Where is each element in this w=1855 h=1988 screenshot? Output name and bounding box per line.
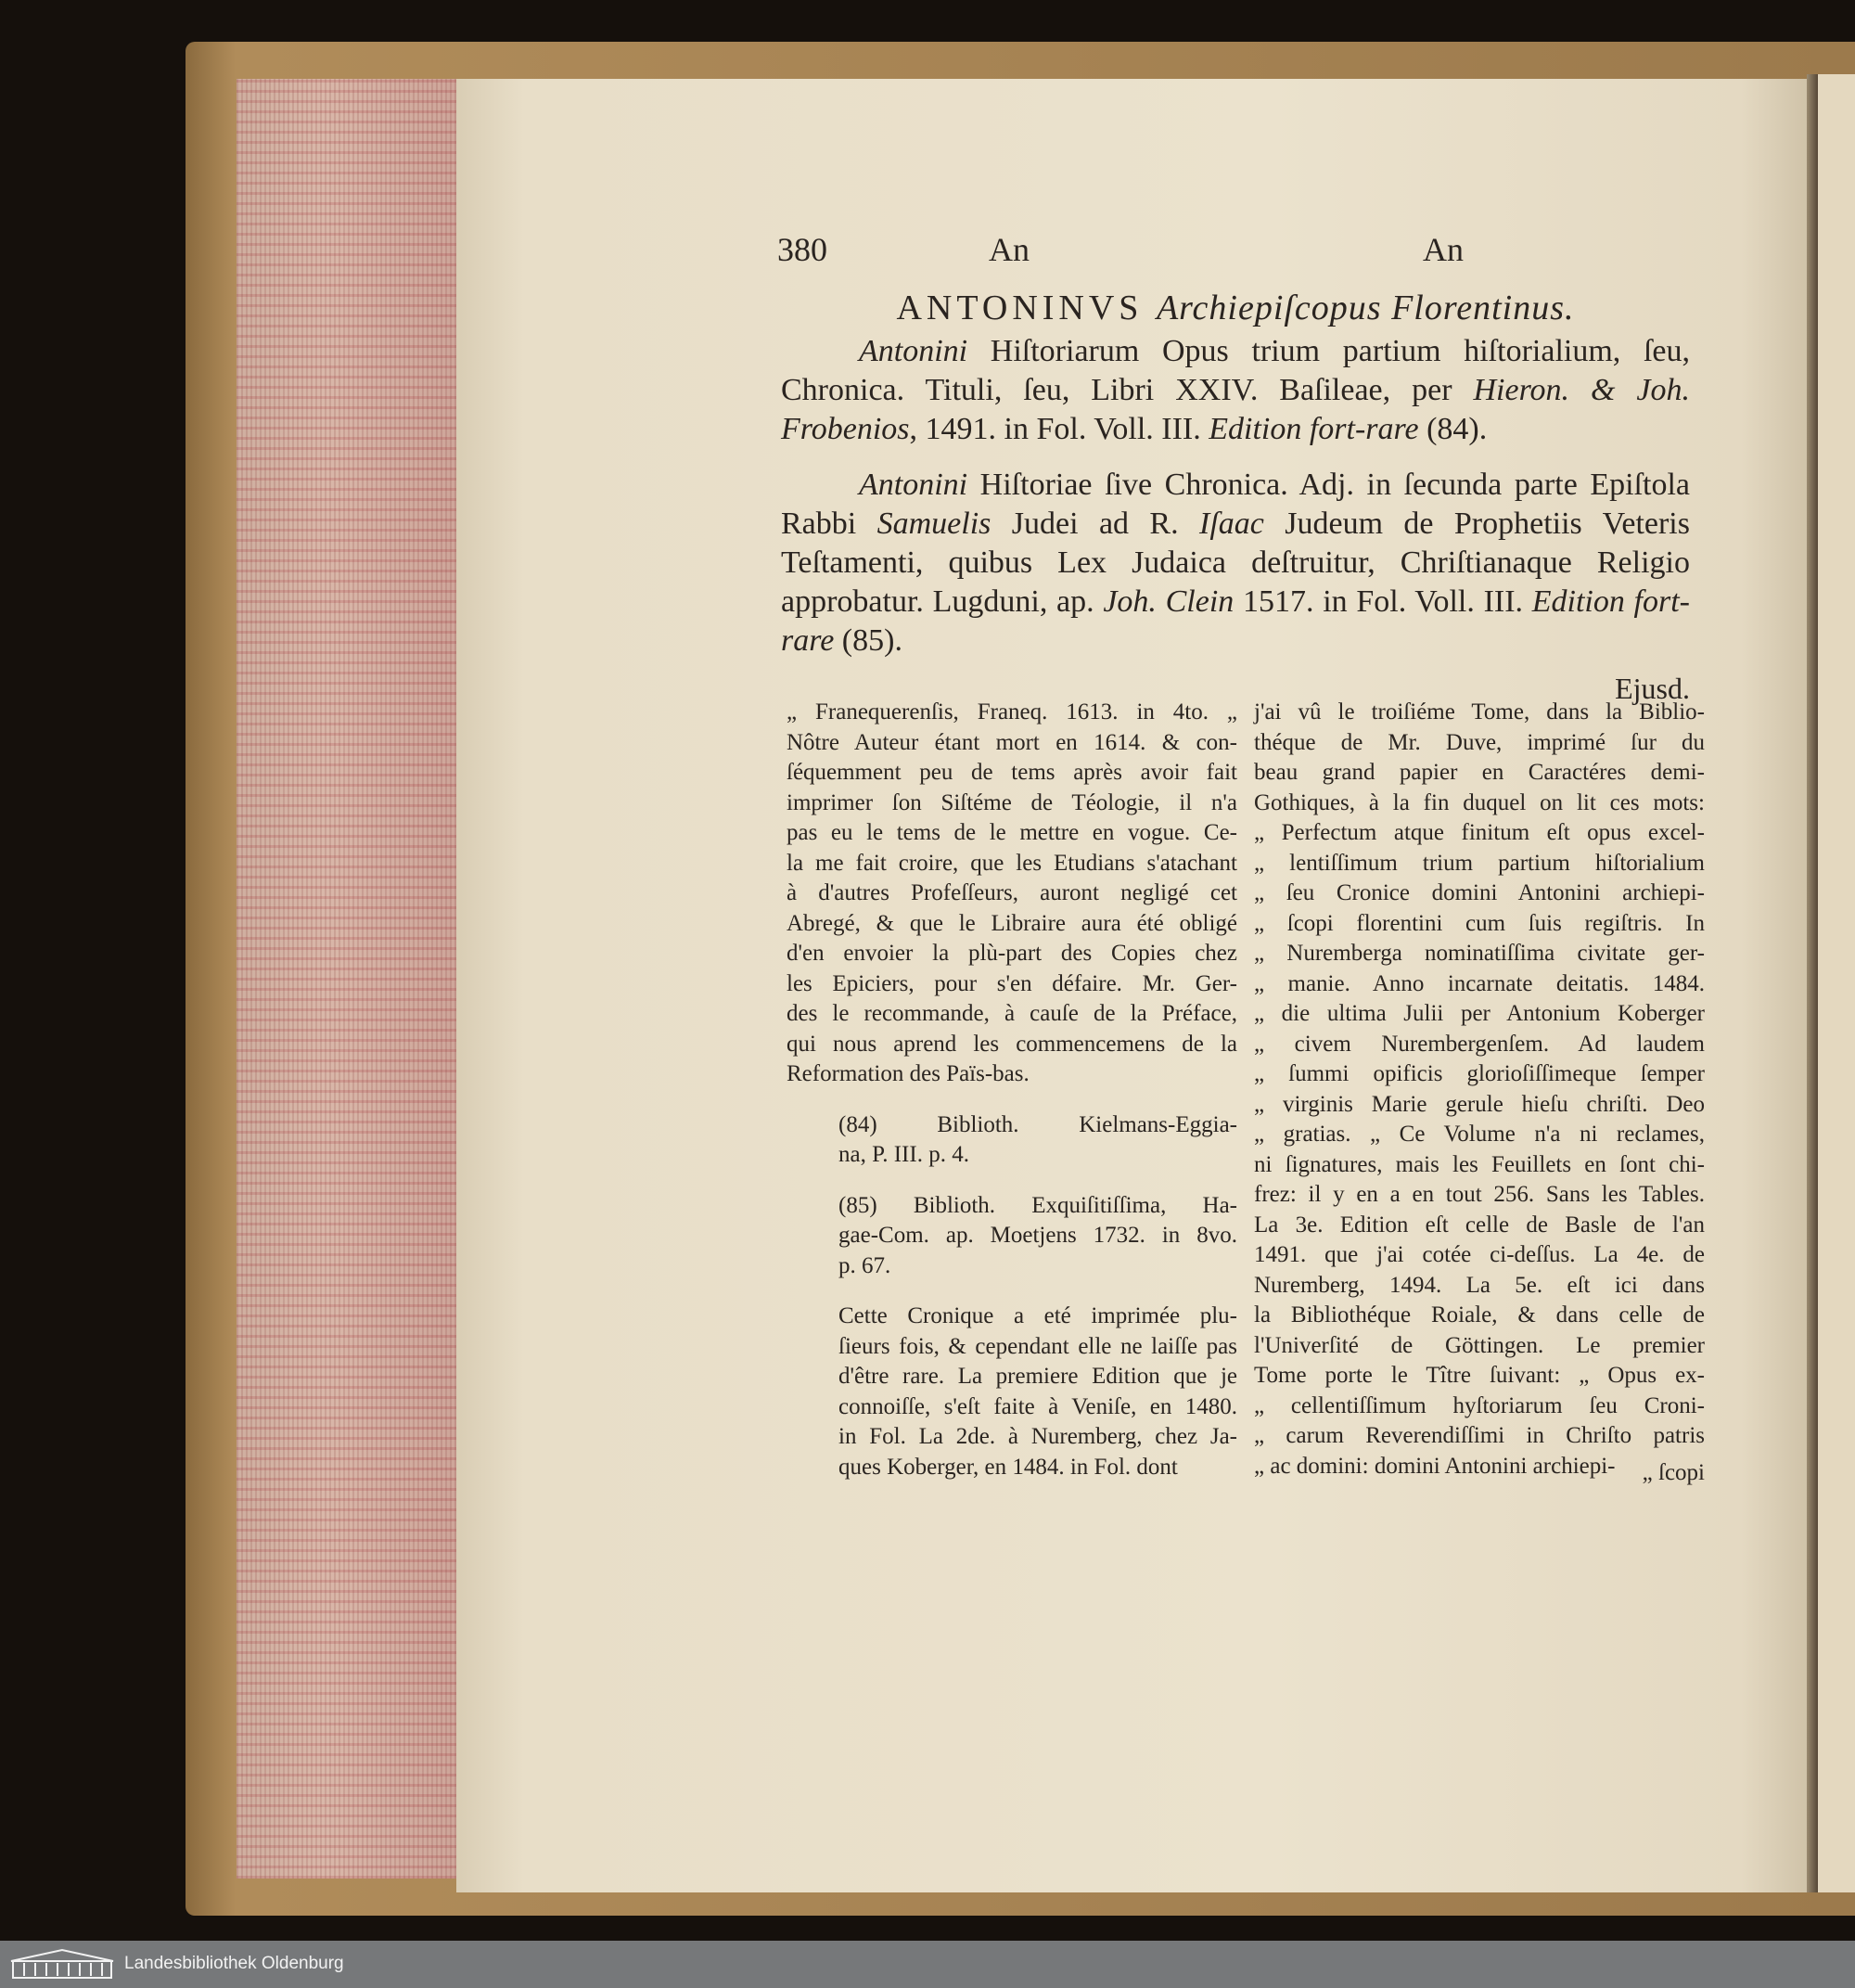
- bibliography-entries: [781, 332, 1690, 661]
- column-paragraph: [1254, 698, 1705, 1481]
- text-line: pas eu le tems de le mettre en vogue. Ce-: [787, 820, 1237, 845]
- text-line: Nôtre Auteur étant mort en 1614. & con-: [787, 729, 1237, 755]
- italic-run: Edition fort-rare: [1209, 412, 1419, 446]
- bibliography-entry: [781, 332, 1690, 449]
- left-footnote-column: [787, 698, 1237, 1503]
- library-name: Landesbibliothek Oldenburg: [124, 1954, 344, 1973]
- text-line: p. 67.: [838, 1252, 891, 1278]
- text-line: Gothiques, à la fin duquel on lit ces mots:: [1254, 789, 1705, 815]
- text-line: „ cellentiſſimum hyſtoriarum ſeu Croni-: [1254, 1392, 1705, 1418]
- text-line: in Fol. La 2de. à Nuremberg, chez Ja-: [838, 1424, 1237, 1449]
- text-line: des le recommande, à cauſe de la Préface,: [787, 1001, 1237, 1026]
- text-run: , 1491. in Fol. Voll. III.: [909, 412, 1209, 446]
- text-line: La 3e. Edition eſt celle de Basle de l'an: [1254, 1212, 1705, 1238]
- text-line: la Bibliothéque Roiale, & dans celle de: [1254, 1302, 1705, 1327]
- text-line: imprimer ſon Siſtéme de Téologie, il n'a: [787, 789, 1237, 815]
- text-run: 1517. in Fol. Voll. III.: [1234, 584, 1532, 619]
- text-line: „ carum Reverendiſſimi in Chriſto patris: [1254, 1423, 1705, 1448]
- text-line: ni ſignatures, mais les Feuillets en ſont chi-: [1254, 1151, 1705, 1177]
- page-block-edge: [237, 79, 459, 1879]
- text-line: ſéquemment peu de tems après avoir fait: [787, 760, 1237, 785]
- text-line: „ die ultima Julii per Antonium Koberger: [1254, 1001, 1705, 1026]
- column-paragraph: [787, 698, 1237, 1090]
- text-line: les Epiciers, pour s'en défaire. Mr. Ger-: [787, 970, 1237, 996]
- heading-subtitle: Archiepiſcopus Florentinus.: [1156, 289, 1575, 327]
- page-number: 380: [777, 231, 827, 268]
- text-line: frez: il y en a en tout 256. Sans les Tables.: [1254, 1182, 1705, 1207]
- text-run: (84).: [1418, 412, 1488, 446]
- text-line: d'être rare. La premiere Edition que je: [838, 1364, 1237, 1389]
- italic-run: Hieron. & Joh. Frobenios: [781, 373, 1690, 446]
- main-text-block: [781, 278, 1690, 706]
- text-line: Tome porte le Tître ſuivant: „ Opus ex-: [1254, 1363, 1705, 1388]
- text-line: qui nous aprend les commencemens de la: [787, 1031, 1237, 1057]
- text-line: „ civem Nurembergenſem. Ad laudem: [1254, 1031, 1705, 1057]
- entry-heading: [781, 288, 1690, 328]
- text-line: gae-Com. ap. Moetjens 1732. in 8vo.: [838, 1223, 1237, 1248]
- text-line: „ ſummi opificis glorioſiſſimeque ſemper: [1254, 1061, 1705, 1086]
- text-line: „ virginis Marie gerule hieſu chriſti. Deo: [1254, 1091, 1705, 1117]
- text-line: „ ſcopi florentini cum ſuis regiſtris. In: [1254, 910, 1705, 936]
- column-paragraph: [787, 1110, 1237, 1171]
- italic-run: Iſaac: [1199, 507, 1264, 541]
- column-catchword: „ ſcopi: [1642, 1460, 1705, 1485]
- text-line: „ Perfectum atque finitum eſt opus excel-: [1254, 820, 1705, 845]
- column-paragraph: [787, 1302, 1237, 1482]
- text-line: „ gratias. „ Ce Volume n'a ni reclames,: [1254, 1122, 1705, 1147]
- text-line: connoiſſe, s'eſt faite à Veniſe, en 1480.: [838, 1393, 1237, 1419]
- text-line: Reformation des Païs-bas.: [787, 1061, 1030, 1086]
- text-line: „ manie. Anno incarnate deitatis. 1484.: [1254, 970, 1705, 996]
- running-head-right: An: [1423, 231, 1464, 268]
- catchword: Ejusd.: [1615, 672, 1690, 705]
- text-line: d'en envoier la plù-part des Copies chez: [787, 941, 1237, 966]
- italic-run: Antonini: [859, 334, 968, 368]
- italic-run: Joh. Clein: [1103, 584, 1235, 619]
- column-paragraph: [787, 1191, 1237, 1282]
- text-line: „ ac domini: domini Antonini archiepi-: [1254, 1453, 1616, 1479]
- text-line: (84) Biblioth. Kielmans-Eggia-: [838, 1111, 1237, 1137]
- italic-run: Edition fort-rare: [781, 584, 1691, 658]
- text-line: théque de Mr. Duve, imprimé ſur du: [1254, 729, 1705, 755]
- text-line: (85) Biblioth. Exquiſitiſſima, Ha-: [838, 1192, 1237, 1218]
- text-line: Nuremberg, 1494. La 5e. eſt ici dans: [1254, 1272, 1705, 1298]
- text-line: „ Nuremberga nominatiſſima civitate ger-: [1254, 941, 1705, 966]
- library-building-logo: [7, 1948, 117, 1980]
- text-run: Judeum de Prophetiis Veteris Teſtamenti, quibus Lex Judaica deſtruitur, Chriſtianaque Religio approbatur. Lugduni, ap.: [781, 507, 1690, 619]
- column-catchword-wrap: [1254, 1458, 1705, 1489]
- text-line: Abregé, & que le Libraire aura été obligé: [787, 910, 1237, 936]
- text-line: „ lentiſſimum trium partium hiſtorialium: [1254, 850, 1705, 876]
- right-footnote-column: [1254, 698, 1705, 1502]
- text-line: „ Franequerenſis, Franeq. 1613. in 4to. „: [787, 699, 1237, 725]
- running-head-left: An: [989, 231, 1030, 268]
- text-run: Hiſtoriarum Opus trium partium hiſtorialium, ſeu, Chronica. Tituli, ſeu, Libri XXIV. Baſileae, per: [781, 334, 1690, 407]
- text-line: ques Koberger, en 1484. in Fol. dont: [838, 1454, 1178, 1480]
- italic-run: Antonini: [859, 468, 968, 502]
- heading-name: ANTONINVS: [896, 289, 1144, 327]
- text-line: Cette Cronique a eté imprimée plu-: [838, 1303, 1237, 1328]
- text-line: j'ai vû le troiſiéme Tome, dans la Biblio-: [1254, 699, 1705, 725]
- text-line: à d'autres Profeſſeurs, auront negligé cet: [787, 880, 1237, 905]
- text-run: Judei ad R.: [991, 507, 1199, 541]
- text-line: ſieurs fois, & cependant elle ne laiſſe pas: [838, 1333, 1237, 1359]
- bibliography-entry: [781, 466, 1690, 661]
- text-line: „ ſeu Cronice domini Antonini archiepi-: [1254, 880, 1705, 905]
- italic-run: Samuelis: [876, 507, 991, 541]
- facing-page-edge: [1818, 74, 1855, 1892]
- text-run: Hiſtoriae ſive Chronica. Adj. in ſecunda parte Epiſtola Rabbi: [781, 468, 1690, 541]
- text-line: na, P. III. p. 4.: [838, 1142, 969, 1167]
- text-run: (85).: [834, 623, 902, 658]
- text-line: l'Univerſité de Göttingen. Le premier: [1254, 1332, 1705, 1358]
- text-line: beau grand papier en Caractéres demi-: [1254, 760, 1705, 785]
- footer-bar: [0, 1941, 1855, 1988]
- text-line: la me fait croire, que les Etudians s'atachant: [787, 850, 1237, 876]
- text-line: 1491. que j'ai cotée ci-deſſus. La 4e. de: [1254, 1242, 1705, 1267]
